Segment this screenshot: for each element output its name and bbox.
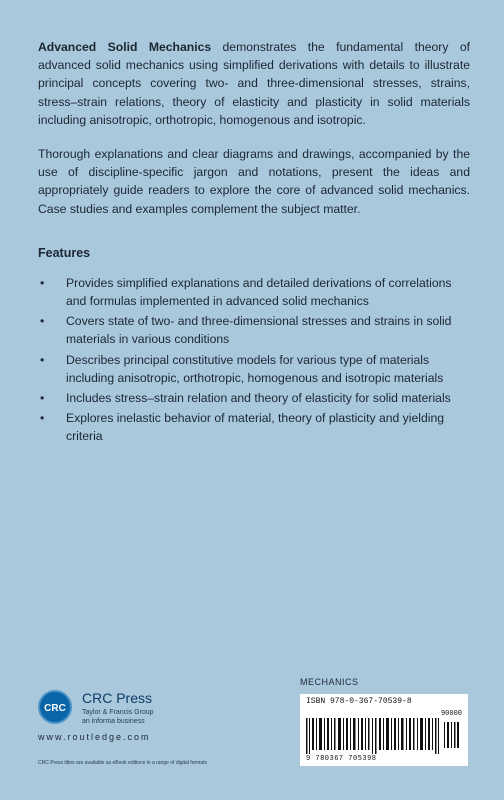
publisher-block: [38, 690, 278, 750]
feature-item: • Includes stress–strain relation and theory of elasticity for solid materials: [38, 389, 470, 407]
bullet: •: [40, 275, 45, 290]
crc-logo-icon: CRC: [38, 690, 72, 724]
intro-paragraph: [38, 38, 470, 129]
feature-item: • Provides simplified explanations and detailed derivations of correlations and formulas implemented in advanced solid mechanics: [40, 275, 452, 309]
bullet: •: [40, 352, 45, 367]
publisher-name: CRC Press: [82, 690, 153, 706]
features-heading: Features: [38, 245, 91, 260]
barcode-icon: [306, 718, 462, 754]
isbn-text: ISBN 978-0-367-70539-8: [306, 697, 412, 706]
publisher-subtitle: Taylor & Francis Group an informa business: [82, 709, 154, 725]
barcode-box: [300, 694, 468, 766]
publisher-website: www.routledge.com: [38, 732, 151, 742]
bullet: •: [40, 411, 45, 426]
bullet: •: [40, 391, 45, 406]
description-paragraph: Thorough explanations and clear diagrams and drawings, accompanied by the use of discipline-specific jargon and notations, present the ideas and appropriately guide readers to explore the core of advanced solid mechanics. Case studies and examples complement the subject matter.: [38, 147, 470, 216]
feature-item: • Covers state of two- and three-dimensional stresses and strains in solid materials in various conditions: [40, 314, 452, 347]
back-cover-text: [38, 38, 470, 448]
intro-text: demonstrates the fundamental theory of advanced solid mechanics using simplified derivations with details to illustrate principal concepts covering two- and three-dimensional stresses, strains, stress–strain relations, theory of elasticity and plasticity in solid materials including anisotropic, orthotropic, homogenous and isotropic.: [38, 40, 470, 127]
bullet: •: [40, 314, 45, 329]
features-list: [38, 274, 470, 446]
subject-label: MECHANICS: [300, 677, 359, 687]
book-title: Advanced Solid Mechanics: [38, 40, 212, 54]
ebook-note: CRC Press titles are available as eBook editions in a range of digital formats: [38, 760, 207, 766]
barcode-number: 9 780367 705398: [306, 755, 377, 763]
price-code: 90000: [440, 710, 462, 718]
feature-item: • Describes principal constitutive models for various type of materials including anisotropic, orthotropic, homogenous and isotropic materials: [40, 352, 444, 385]
feature-item: • Explores inelastic behavior of material, theory of plasticity and yielding criteria: [40, 411, 445, 444]
